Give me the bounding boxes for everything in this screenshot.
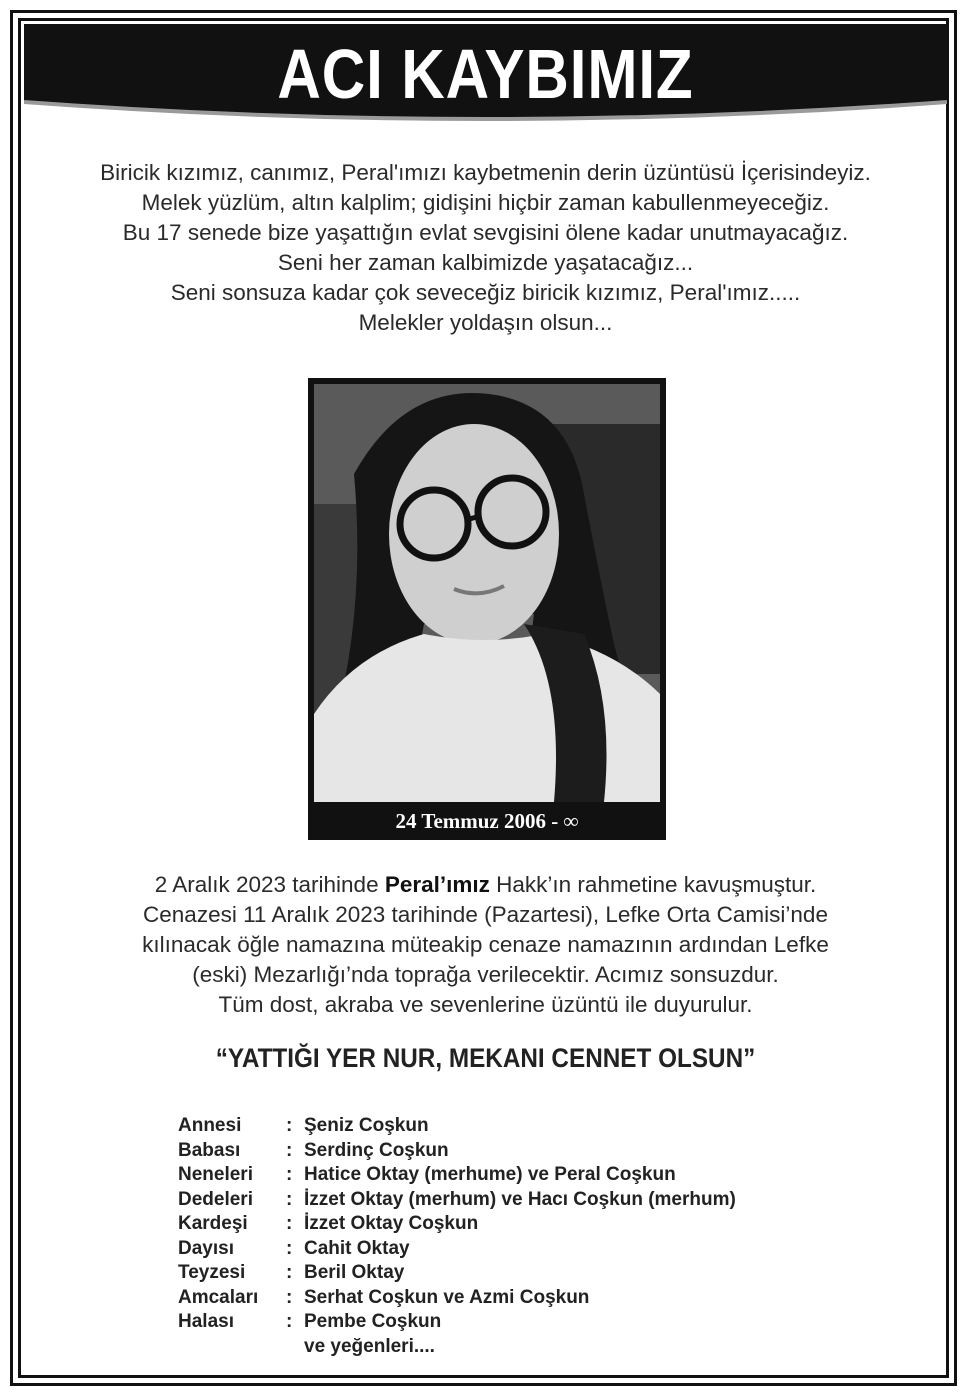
family-relation: Neneleri <box>178 1164 253 1185</box>
birth-date-caption: 24 Temmuz 2006 - ∞ <box>395 809 579 833</box>
family-colon: : <box>286 1213 293 1234</box>
family-names: Cahit Oktay <box>304 1237 410 1259</box>
family-row <box>178 1286 878 1311</box>
family-names: Serdinç Coşkun <box>304 1139 449 1161</box>
family-relation: Halası <box>178 1311 234 1332</box>
family-colon: : <box>286 1115 293 1136</box>
family-names: Pembe Coşkun <box>304 1311 442 1332</box>
family-list <box>178 1114 878 1359</box>
family-names: İzzet Oktay (merhum) ve Hacı Coşkun (merhum) <box>304 1188 736 1210</box>
prayer-quote: “YATTIĞI YER NUR, MEKANI CENNET OLSUN” <box>215 1043 756 1073</box>
portrait-photo <box>314 384 660 802</box>
portrait-frame <box>308 378 666 840</box>
notice-line: Tüm dost, akraba ve sevenlerine üzüntü ile duyurulur. <box>218 992 753 1017</box>
family-row <box>178 1188 878 1213</box>
notice-line: Cenazesi 11 Aralık 2023 tarihinde (Pazartesi), Lefke Orta Camisi’nde <box>143 902 828 927</box>
notice-line <box>40 870 931 900</box>
notice-line: (eski) Mezarlığı’nda toprağa verilecektir. Acımız sonsuzdur. <box>192 962 779 987</box>
family-names: Beril Oktay <box>304 1262 405 1283</box>
family-colon: : <box>286 1188 293 1210</box>
family-relation: Dayısı <box>178 1237 234 1259</box>
family-row <box>178 1139 878 1164</box>
intro-message <box>40 158 931 338</box>
intro-line: Melek yüzlüm, altın kalplim; gidişini hiçbir zaman kabullenmeyeceğiz. <box>141 190 830 215</box>
intro-line: Bu 17 senede bize yaşattığın evlat sevgisini ölene kadar unutmayacağız. <box>122 220 849 245</box>
family-row <box>178 1212 878 1237</box>
family-relation: Kardeşi <box>178 1213 248 1234</box>
family-colon: : <box>286 1262 293 1283</box>
family-colon: : <box>286 1237 293 1259</box>
portrait-illustration <box>314 384 660 802</box>
family-row <box>178 1261 878 1286</box>
page-title: ACI KAYBIMIZ <box>277 35 694 113</box>
notice-text: Hakk’ın rahmetine kavuşmuştur. <box>489 872 817 897</box>
family-names: Serhat Coşkun ve Azmi Coşkun <box>304 1286 590 1308</box>
intro-line: Biricik kızımız, canımız, Peral'ımızı kaybetmenin derin üzüntüsü İçerisindeyiz. <box>100 160 871 185</box>
family-row <box>178 1163 878 1188</box>
intro-line: Melekler yoldaşın olsun... <box>358 310 613 335</box>
intro-line: Seni sonsuza kadar çok seveceğiz biricik kızımız, Peral'ımız..... <box>170 280 801 305</box>
notice-line: kılınacak öğle namazına müteakip cenaze namazının ardından Lefke <box>142 932 829 957</box>
family-closing: ve yeğenleri.... <box>304 1335 435 1357</box>
family-relation: Annesi <box>178 1115 242 1136</box>
family-relation: Teyzesi <box>178 1262 246 1283</box>
family-relation: Dedeleri <box>178 1188 253 1210</box>
family-relation: Amcaları <box>178 1286 259 1308</box>
deceased-name: Peral’ımız <box>384 872 490 897</box>
family-relation: Babası <box>178 1139 241 1161</box>
family-names: Hatice Oktay (merhume) ve Peral Coşkun <box>304 1164 676 1185</box>
intro-line: Seni her zaman kalbimizde yaşatacağız... <box>277 250 694 275</box>
family-names: İzzet Oktay Coşkun <box>304 1213 479 1234</box>
family-row <box>178 1237 878 1262</box>
family-row <box>178 1310 878 1335</box>
family-names: Şeniz Coşkun <box>304 1115 429 1136</box>
family-colon: : <box>286 1286 293 1308</box>
family-colon: : <box>286 1139 293 1161</box>
family-colon: : <box>286 1164 293 1185</box>
funeral-notice <box>40 870 931 1020</box>
family-row <box>178 1114 878 1139</box>
header-banner <box>24 24 947 136</box>
notice-text: 2 Aralık 2023 tarihinde <box>154 872 385 897</box>
family-colon: : <box>286 1311 293 1332</box>
